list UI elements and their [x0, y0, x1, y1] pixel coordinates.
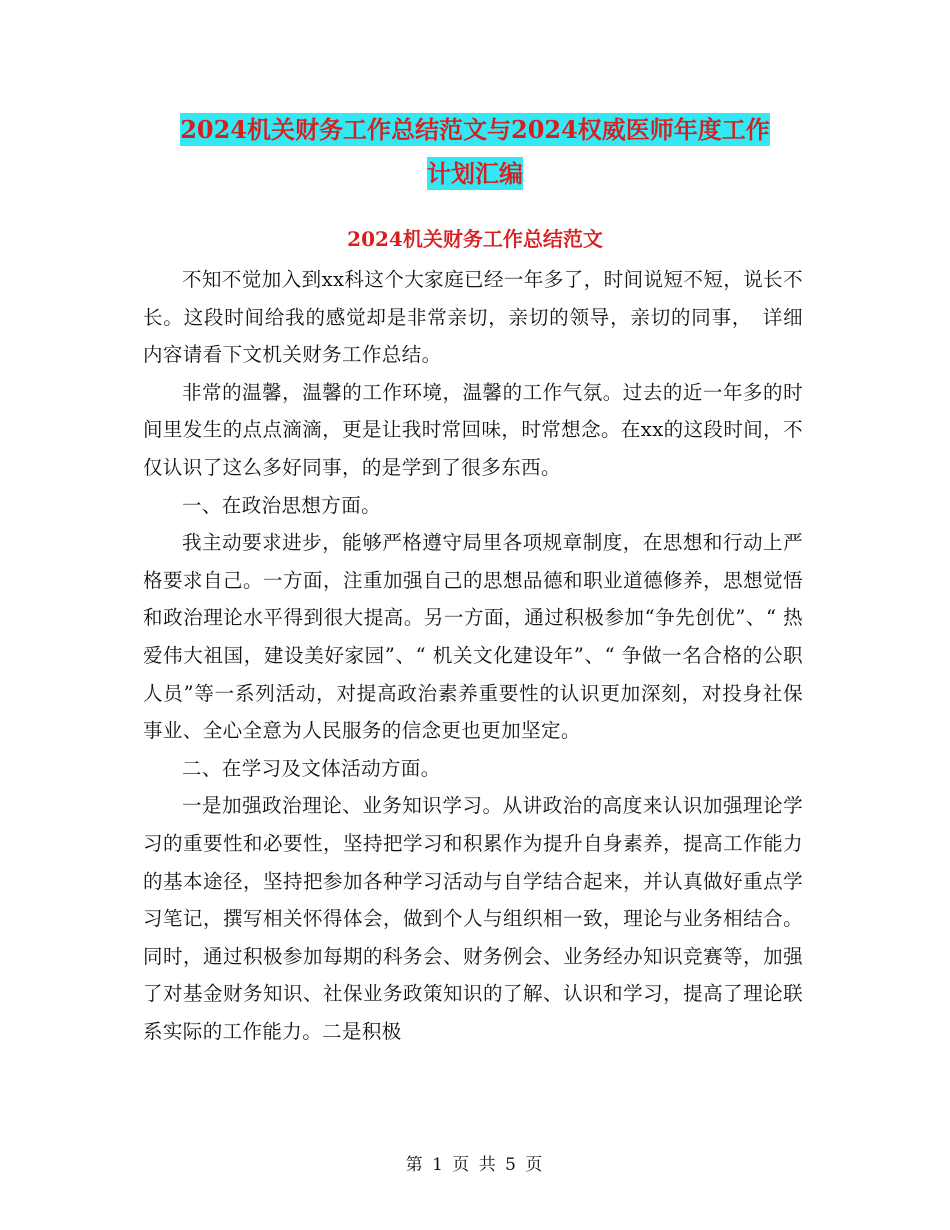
document-body: [143, 261, 803, 1050]
page-footer: 第 1 页 共 5 页: [405, 1155, 545, 1175]
paragraph-political-thought: 我主动要求进步，能够严格遵守局里各项规章制度，在思想和行动上严格要求自己。一方面，注重加强自己的思想品德和职业道德修养，思想觉悟和政治理论水平得到很大提高。另一方面，通过积极参加“争先创优”、“ 热爱伟大祖国，建设美好家园”、“ 机关文化建设年”、“ 争做一名合格的公职人员”等一系列活动，对提高政治素养重要性的认识更加深刻，对投身社保事业、全心全意为人民服务的信念更也更加坚定。: [143, 531, 803, 743]
paragraph-intro: 不知不觉加入到xx科这个大家庭已经一年多了，时间说短不短，说长不长。这段时间给我的感觉却是非常亲切，亲切的领导，亲切的同事， 详细内容请看下文机关财务工作总结。: [143, 268, 803, 367]
heading-study-activities: 二、在学习及文体活动方面。: [182, 756, 441, 780]
document-title-line-2: 计划汇编: [427, 159, 523, 188]
paragraph-study-activities: 一是加强政治理论、业务知识学习。从讲政治的高度来认识加强理论学习的重要性和必要性，坚持把学习和积累作为提升自身素养，提高工作能力的基本途径，坚持把参加各种学习活动与自学结合起来，并认真做好重点学习笔记，撰写相关怀得体会，做到个人与组织相一致，理论与业务相结合。同时，通过积极参加每期的科务会、财务例会、业务经办知识竞赛等，加强了对基金财务知识、社保业务政策知识的了解、认识和学习，提高了理论联系实际的工作能力。二是积极: [143, 794, 803, 1043]
paragraph-warmth: 非常的温馨，温馨的工作环境，温馨的工作气氛。过去的近一年多的时间里发生的点点滴滴，更是让我时常回味，时常想念。在xx的这段时间，不仅认识了这么多好同事，的是学到了很多东西。: [143, 380, 803, 479]
heading-political-thought: 一、在政治思想方面。: [182, 493, 382, 517]
document-title-line-1: 2024机关财务工作总结范文与2024权威医师年度工作: [180, 115, 770, 144]
section-title: 2024机关财务工作总结范文: [347, 227, 603, 251]
